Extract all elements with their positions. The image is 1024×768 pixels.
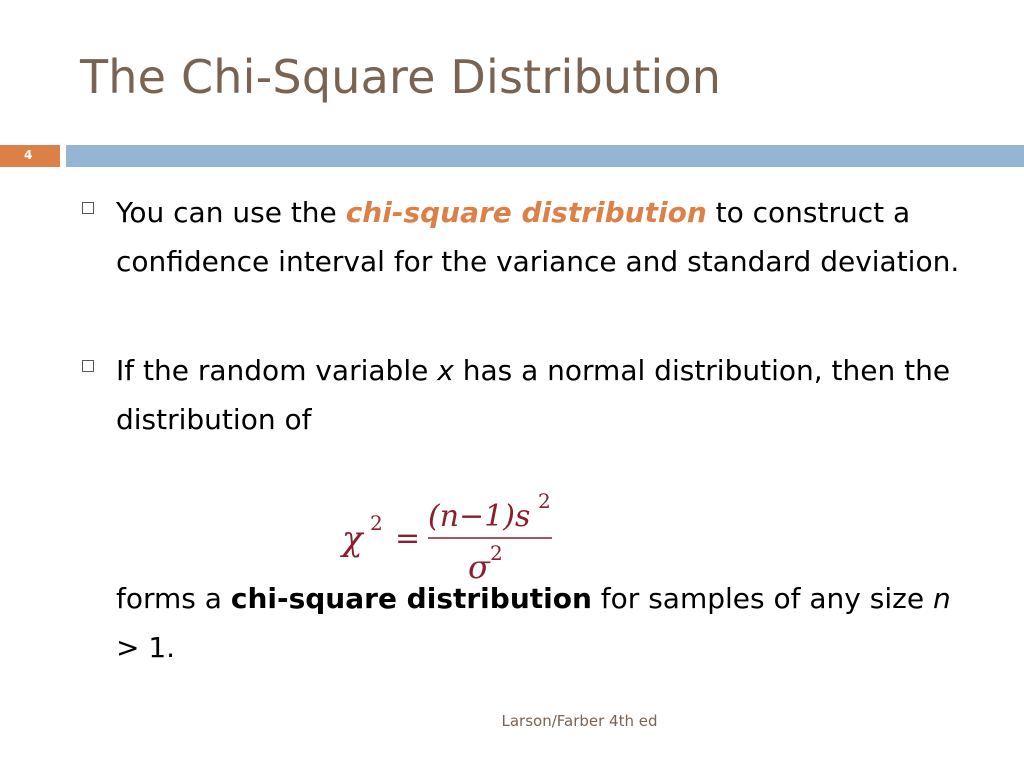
slide-number: 4	[24, 148, 33, 162]
variable-x: x	[437, 354, 454, 387]
chi-square-formula	[340, 488, 580, 583]
highlight-term: chi-square distribution	[345, 196, 707, 229]
square-bullet-icon	[82, 360, 94, 372]
variable-n: n	[932, 582, 951, 615]
formula-numerator: (n−1)s	[428, 499, 531, 534]
formula-denominator-sup: 2	[490, 541, 503, 565]
continuation-text	[116, 574, 976, 672]
formula-chi-sup: 2	[370, 511, 383, 535]
continuation-mid: for samples of any size	[591, 582, 933, 615]
formula-equals: =	[395, 521, 421, 556]
bullet-item	[82, 346, 962, 444]
bullet-text-pre: If the random variable	[116, 354, 438, 387]
formula-numerator-sup: 2	[538, 489, 551, 513]
bullet-text	[116, 188, 962, 286]
continuation-post: > 1.	[116, 631, 176, 664]
formula-denominator: σ	[468, 548, 490, 583]
bullet-text-post: to construct a confidence interval for the variance and standard deviation.	[116, 196, 960, 278]
footer-citation: Larson/Farber 4th ed	[501, 712, 658, 730]
bullet-item	[82, 188, 962, 286]
square-bullet-icon	[82, 202, 94, 214]
bullet-text	[116, 346, 962, 444]
title-accent-bar	[66, 145, 1024, 167]
bullet-text-pre: You can use the	[116, 196, 346, 229]
bold-term: chi-square distribution	[230, 582, 592, 615]
slide-title: The Chi-Square Distribution	[80, 50, 722, 104]
bullet-text-post: has a normal distribution, then the distribution of	[116, 354, 951, 436]
formula-chi: χ	[342, 519, 363, 559]
continuation-pre: forms a	[116, 582, 231, 615]
